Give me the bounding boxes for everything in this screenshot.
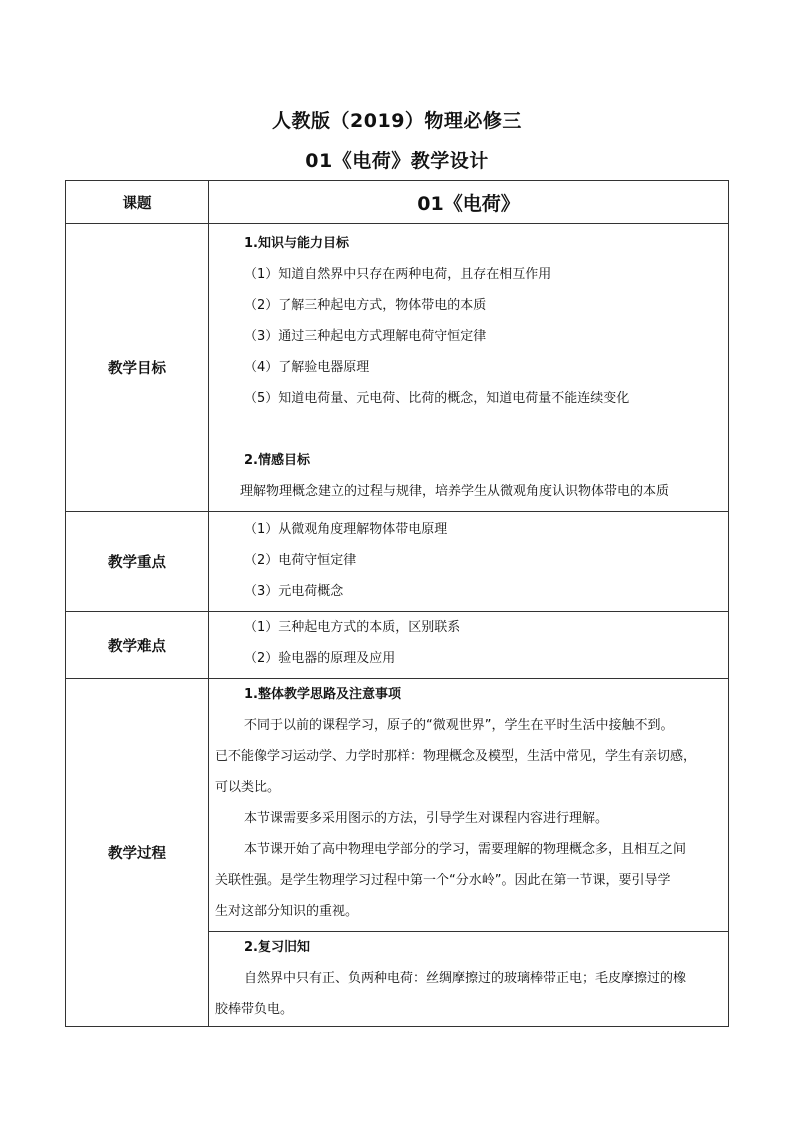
difficulties-label: 教学难点	[66, 612, 209, 679]
process-text: 可以类比。	[215, 780, 281, 795]
objective-item: （3）通过三种起电方式理解电荷守恒定律	[244, 329, 487, 344]
process-label: 教学过程	[66, 679, 209, 1027]
process-text: 胶棒带负电。	[215, 1002, 294, 1017]
objective-item: （4）了解验电器原理	[244, 360, 370, 375]
page-title: 人教版（2019）物理必修三	[272, 110, 522, 132]
difficulty-item: （1）三种起电方式的本质，区别联系	[244, 620, 461, 635]
page-subtitle: 01《电荷》教学设计	[305, 150, 489, 172]
key-point-item: （1）从微观角度理解物体带电原理	[244, 522, 448, 537]
key-points-label: 教学重点	[66, 512, 209, 612]
key-points-row	[66, 512, 729, 612]
objective-item: （2）了解三种起电方式，物体带电的本质	[244, 298, 487, 313]
process-cell-1	[209, 679, 729, 932]
key-point-item: （2）电荷守恒定律	[244, 553, 357, 568]
process-row	[66, 679, 729, 932]
process-text: 本节课开始了高中物理电学部分的学习，需要理解的物理概念多，且相互之间	[244, 842, 687, 857]
process-heading-1: 1.整体教学思路及注意事项	[244, 687, 401, 702]
objectives-row	[66, 224, 729, 512]
topic-value: 01《电荷》	[209, 181, 729, 224]
difficulties-row	[66, 612, 729, 679]
objective-item: （5）知道电荷量、元电荷、比荷的概念，知道电荷量不能连续变化	[244, 391, 630, 406]
process-heading-2: 2.复习旧知	[244, 940, 310, 955]
topic-label: 课题	[66, 181, 209, 224]
process-text: 关联性强。是学生物理学习过程中第一个“分水岭”。因此在第一节课，要引导学	[215, 873, 671, 888]
emotion-text: 理解物理概念建立的过程与规律，培养学生从微观角度认识物体带电的本质	[240, 484, 670, 499]
objective-item: （1）知道自然界中只存在两种电荷，且存在相互作用	[244, 267, 552, 282]
lesson-plan-table	[65, 180, 729, 1027]
key-points-cell	[209, 512, 729, 612]
difficulty-item: （2）验电器的原理及应用	[244, 651, 396, 666]
process-text: 生对这部分知识的重视。	[215, 904, 359, 919]
difficulties-cell	[209, 612, 729, 679]
spacer	[244, 414, 722, 445]
process-text: 已不能像学习运动学、力学时那样：物理概念及模型，生活中常见，学生有亲切感，	[215, 749, 697, 764]
objectives-label: 教学目标	[66, 224, 209, 512]
process-text: 自然界中只有正、负两种电荷：丝绸摩擦过的玻璃棒带正电；毛皮摩擦过的橡	[244, 971, 687, 986]
process-text: 本节课需要多采用图示的方法，引导学生对课程内容进行理解。	[244, 811, 609, 826]
topic-row	[66, 181, 729, 224]
process-text: 不同于以前的课程学习，原子的“微观世界”，学生在平时生活中接触不到。	[244, 718, 674, 733]
objectives-heading-2: 2.情感目标	[244, 453, 310, 468]
process-cell-2	[209, 932, 729, 1027]
objectives-cell	[209, 224, 729, 512]
key-point-item: （3）元电荷概念	[244, 584, 344, 599]
objectives-heading-1: 1.知识与能力目标	[244, 236, 349, 251]
